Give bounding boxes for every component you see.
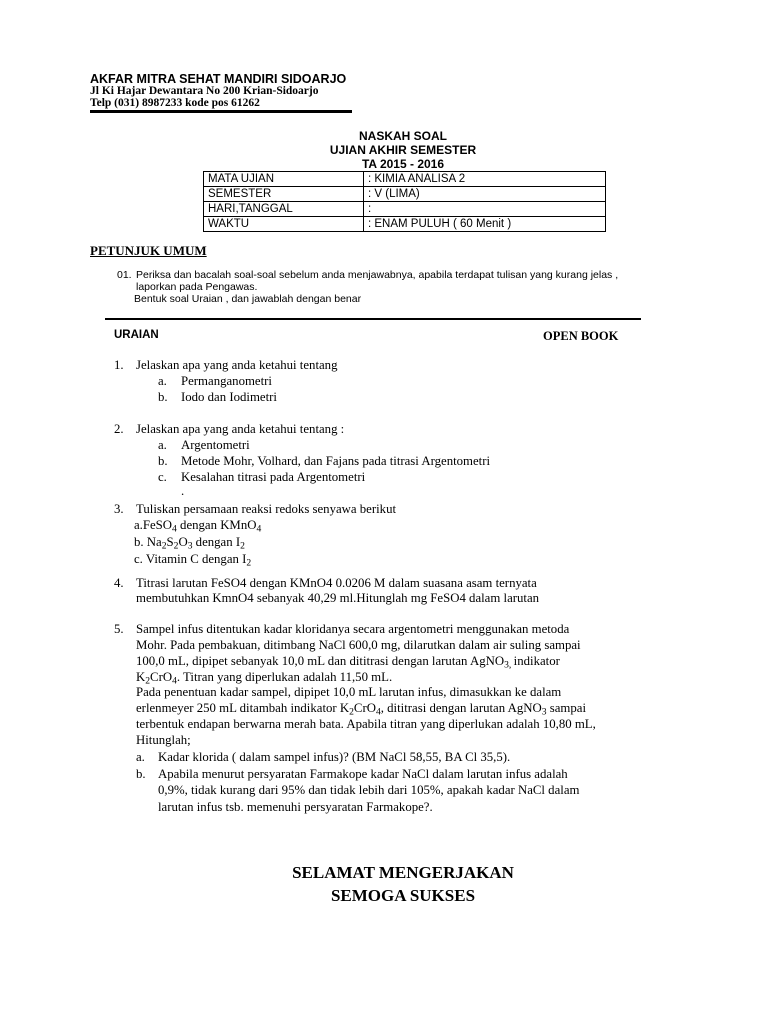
option-label: b. [158,454,168,468]
text-part: indikator [513,654,560,668]
formula-subscript: 2 [173,540,179,552]
text-part: K [136,670,146,684]
formula-subscript: 2 [145,675,151,687]
info-row-date [204,202,606,217]
formula-text: a.FeSO [134,518,173,532]
formula-text: b. Na [134,535,162,549]
question-number: 1. [114,358,124,372]
info-value: : ENAM PULUH ( 60 Menit ) [364,217,606,232]
formula-subscript: 4 [375,706,381,718]
formula-subscript: 3 [541,706,547,718]
header-rule [90,110,352,113]
info-row-semester [204,187,606,202]
formula-text: dengan KMnO [176,518,257,532]
question-text: Sampel infus ditentukan kadar kloridanya secara argentometri menggunakan metoda [136,622,570,636]
academic-year: TA 2015 - 2016 [361,157,445,171]
question-text: terbentuk endapan berwarna merah bata. Apabila titran yang diperlukan adalah 10,80 mL, [136,717,596,731]
text-part: . Titran yang diperlukan adalah 11,50 mL. [176,670,393,684]
text-part: , dititrasi dengan larutan AgNO [380,701,542,715]
instruction-line: laporkan pada Pengawas. [136,281,258,293]
formula-text: c. Vitamin C dengan I [134,552,247,566]
option-label: a. [136,750,145,764]
institution-phone: Telp (031) 8987233 kode pos 61262 [90,97,260,109]
question-text: membutuhkan KmnO4 sebanyak 40,29 ml.Hitunglah mg FeSO4 dalam larutan [136,591,540,605]
question-number: 4. [114,576,124,590]
info-row-subject [204,172,606,187]
option-label: b. [136,767,146,781]
instruction-number: 01. [117,269,132,281]
institution-address: Jl Ki Hajar Dewantara No 200 Krian-Sidoarjo [90,85,319,97]
question-number: 5. [114,622,124,636]
formula-subscript: 4 [256,523,262,535]
option-text: larutan infus tsb. memenuhi persyaratan Farmakope?. [158,800,433,814]
option-text: Iodo dan Iodimetri [181,390,277,404]
formula-subscript: 3, [504,659,514,671]
info-value: : V (LIMA) [364,187,606,202]
formula-subscript: 2 [349,706,354,718]
option-text: Metode Mohr, Volhard, dan Fajans pada titrasi Argentometri [181,454,491,468]
closing-line: SELAMAT MENGERJAKAN [292,863,514,882]
formula-text: S [166,535,174,549]
instructions-heading: PETUNJUK UMUM [90,243,207,258]
formula-subscript: 2 [246,557,252,569]
instruction-line: Bentuk soal Uraian , dan jawablah dengan benar [134,293,362,305]
stray-dot: . [181,484,185,498]
formula-subscript: 4 [172,523,177,535]
reaction-item [134,518,261,533]
info-row-duration [204,217,606,232]
question-text [136,654,560,669]
formula-subscript: 2 [240,540,245,552]
question-text: Hitunglah; [136,733,191,747]
section-type: URAIAN [114,329,159,341]
reaction-item [134,552,251,567]
text-part: CrO [353,701,376,715]
question-text: Mohr. Pada pembakuan, ditimbang NaCl 600,0 mg, dilarutkan dalam air suling sampai [136,638,581,652]
formula-text: O [178,535,188,549]
text-part: sampai [546,701,586,715]
option-label: c. [158,470,167,484]
exam-mode: OPEN BOOK [543,329,619,343]
doc-title: NASKAH SOAL [358,129,447,143]
question-text: Jelaskan apa yang anda ketahui tentang [136,358,338,372]
info-value: : KIMIA ANALISA 2 [364,172,606,187]
question-text [136,670,392,685]
section-divider [105,318,641,320]
formula-subscript: 3 [187,540,193,552]
option-text: Argentometri [181,438,250,452]
text-part: 100,0 mL, dipipet sebanyak 10,0 mL dan dititrasi dengan larutan AgNO [136,654,505,668]
option-text: Apabila menurut persyaratan Farmakope kadar NaCl dalam larutan infus adalah [158,767,568,781]
text-part: erlenmeyer 250 mL ditambah indikator K [136,701,350,715]
formula-subscript: 4 [172,675,177,687]
doc-subtitle: UJIAN AKHIR SEMESTER [329,143,477,157]
text-part: CrO [150,670,173,684]
exam-info-table [203,171,606,232]
question-text: Titrasi larutan FeSO4 dengan KMnO4 0.0206 M dalam suasana asam ternyata [136,576,537,590]
option-text: Kadar klorida ( dalam sampel infus)? (BM NaCl 58,55, BA Cl 35,5). [158,750,511,764]
question-text: Jelaskan apa yang anda ketahui tentang : [136,422,345,436]
option-label: a. [158,438,167,452]
option-label: a. [158,374,167,388]
option-label: b. [158,390,168,404]
question-text [136,701,586,716]
formula-subscript: 2 [161,540,167,552]
info-label: HARI,TANGGAL [204,202,364,217]
info-label: SEMESTER [204,187,364,202]
formula-text: dengan I [192,535,241,549]
question-number: 3. [114,502,124,516]
closing-line: SEMOGA SUKSES [330,886,476,905]
option-text: Kesalahan titrasi pada Argentometri [181,470,366,484]
info-label: WAKTU [204,217,364,232]
question-number: 2. [114,422,124,436]
institution-name: AKFAR MITRA SEHAT MANDIRI SIDOARJO [90,72,347,86]
instruction-line: Periksa dan bacalah soal-soal sebelum anda menjawabnya, apabila terdapat tulisan yang kurang jelas , [136,269,619,281]
info-value: : [364,202,606,217]
option-text: 0,9%, tidak kurang dari 95% dan tidak lebih dari 105%, apakah kadar NaCl dalam [158,783,580,797]
info-label: MATA UJIAN [204,172,364,187]
option-text: Permanganometri [181,374,272,388]
question-text: Pada penentuan kadar sampel, dipipet 10,0 mL larutan infus, dimasukkan ke dalam [136,685,562,699]
reaction-item [134,535,245,550]
question-text: Tuliskan persamaan reaksi redoks senyawa berikut [136,502,397,516]
